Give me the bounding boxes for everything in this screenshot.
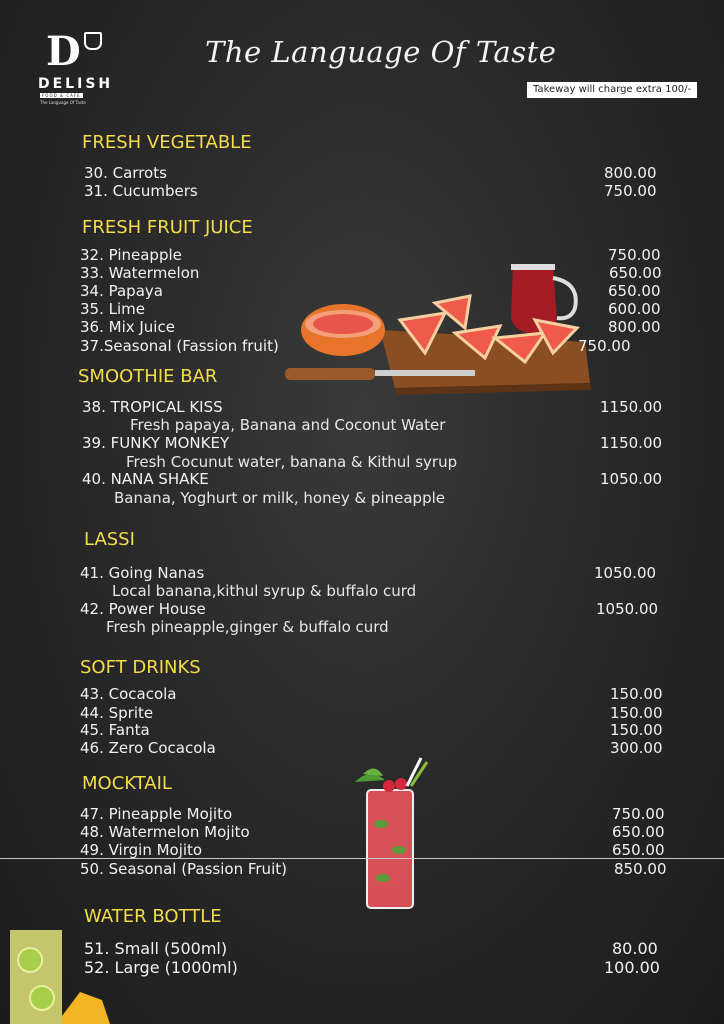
menu-item: 48. Watermelon Mojito	[80, 823, 250, 841]
menu-item-price: 650.00	[609, 264, 662, 282]
brand-logo	[38, 28, 114, 106]
menu-item-price: 1150.00	[600, 398, 663, 416]
menu-item: 31. Cucumbers	[84, 182, 198, 200]
logo-mark: D	[46, 28, 81, 75]
menu-item-price: 750.00	[608, 246, 661, 264]
menu-item-price: 1050.00	[600, 470, 663, 488]
menu-item: 37.Seasonal (Fassion fruit)	[80, 337, 279, 355]
takeaway-notice: Takeway will charge extra 100/-	[527, 82, 697, 98]
mojito-glass-illustration	[345, 752, 430, 912]
menu-item-price: 750.00	[604, 182, 657, 200]
menu-item: 44. Sprite	[80, 704, 154, 722]
menu-item: 43. Cocacola	[80, 685, 177, 703]
menu-item: 42. Power House	[80, 600, 206, 618]
menu-item-price: 1050.00	[596, 600, 659, 618]
menu-item: 30. Carrots	[84, 164, 167, 182]
menu-item: 41. Going Nanas	[80, 564, 205, 582]
section-heading-fresh-vegetable: FRESH VEGETABLE	[82, 132, 252, 153]
menu-item-price: 750.00	[578, 337, 631, 355]
section-heading-mocktail: MOCKTAIL	[82, 773, 172, 794]
page-title: The Language Of Taste	[205, 35, 557, 69]
grapefruit-juice-illustration	[285, 258, 595, 398]
menu-item-price: 600.00	[608, 300, 661, 318]
menu-item-price: 150.00	[610, 704, 663, 722]
menu-item-price: 150.00	[610, 685, 663, 703]
menu-item-description: Fresh pineapple,ginger & buffalo curd	[106, 618, 389, 636]
menu-item: 45. Fanta	[80, 721, 150, 739]
menu-item-description: Fresh Cocunut water, banana & Kithul syrup	[126, 453, 458, 471]
menu-item: 50. Seasonal (Passion Fruit)	[80, 860, 287, 878]
menu-item-price: 850.00	[614, 860, 667, 878]
menu-item-price: 650.00	[612, 841, 665, 859]
brand-tagline: The Language Of Taste	[40, 100, 86, 105]
menu-item-price: 750.00	[612, 805, 665, 823]
menu-item: 39. FUNKY MONKEY	[82, 434, 230, 452]
menu-item: 34. Papaya	[80, 282, 163, 300]
brand-name: DELISH	[38, 76, 114, 92]
menu-item-price: 100.00	[604, 958, 660, 977]
menu-item-price: 1150.00	[600, 434, 663, 452]
menu-item-description: Local banana,kithul syrup & buffalo curd	[112, 582, 417, 600]
menu-item-price: 80.00	[612, 939, 658, 958]
menu-item: 35. Lime	[80, 300, 145, 318]
brand-subtitle: FOOD & CAFE	[42, 93, 81, 98]
menu-item-price: 650.00	[612, 823, 665, 841]
menu-item-price: 1050.00	[594, 564, 657, 582]
menu-item-price: 150.00	[610, 721, 663, 739]
menu-item: 46. Zero Cocacola	[80, 739, 216, 757]
section-heading-fresh-fruit-juice: FRESH FRUIT JUICE	[82, 217, 253, 238]
section-heading-smoothie-bar: SMOOTHIE BAR	[78, 366, 218, 387]
menu-item-price: 300.00	[610, 739, 663, 757]
menu-item-description: Banana, Yoghurt or milk, honey & pineapple	[114, 489, 445, 507]
menu-item: 49. Virgin Mojito	[80, 841, 203, 859]
section-heading-water-bottle: WATER BOTTLE	[84, 906, 222, 927]
menu-item-price: 650.00	[608, 282, 661, 300]
menu-item: 32. Pineapple	[80, 246, 182, 264]
menu-item: 51. Small (500ml)	[84, 939, 228, 958]
menu-item: 40. NANA SHAKE	[82, 470, 209, 488]
menu-item: 47. Pineapple Mojito	[80, 805, 233, 823]
section-heading-soft-drinks: SOFT DRINKS	[80, 657, 201, 678]
menu-item-description: Fresh papaya, Banana and Coconut Water	[130, 416, 446, 434]
menu-item: 36. Mix Juice	[80, 318, 175, 336]
section-heading-lassi: LASSI	[84, 529, 135, 550]
menu-item: 52. Large (1000ml)	[84, 958, 238, 977]
menu-item-price: 800.00	[608, 318, 661, 336]
coffee-cup-icon	[84, 32, 102, 50]
menu-item: 33. Watermelon	[80, 264, 200, 282]
menu-item: 38. TROPICAL KISS	[82, 398, 223, 416]
menu-item-price: 800.00	[604, 164, 657, 182]
